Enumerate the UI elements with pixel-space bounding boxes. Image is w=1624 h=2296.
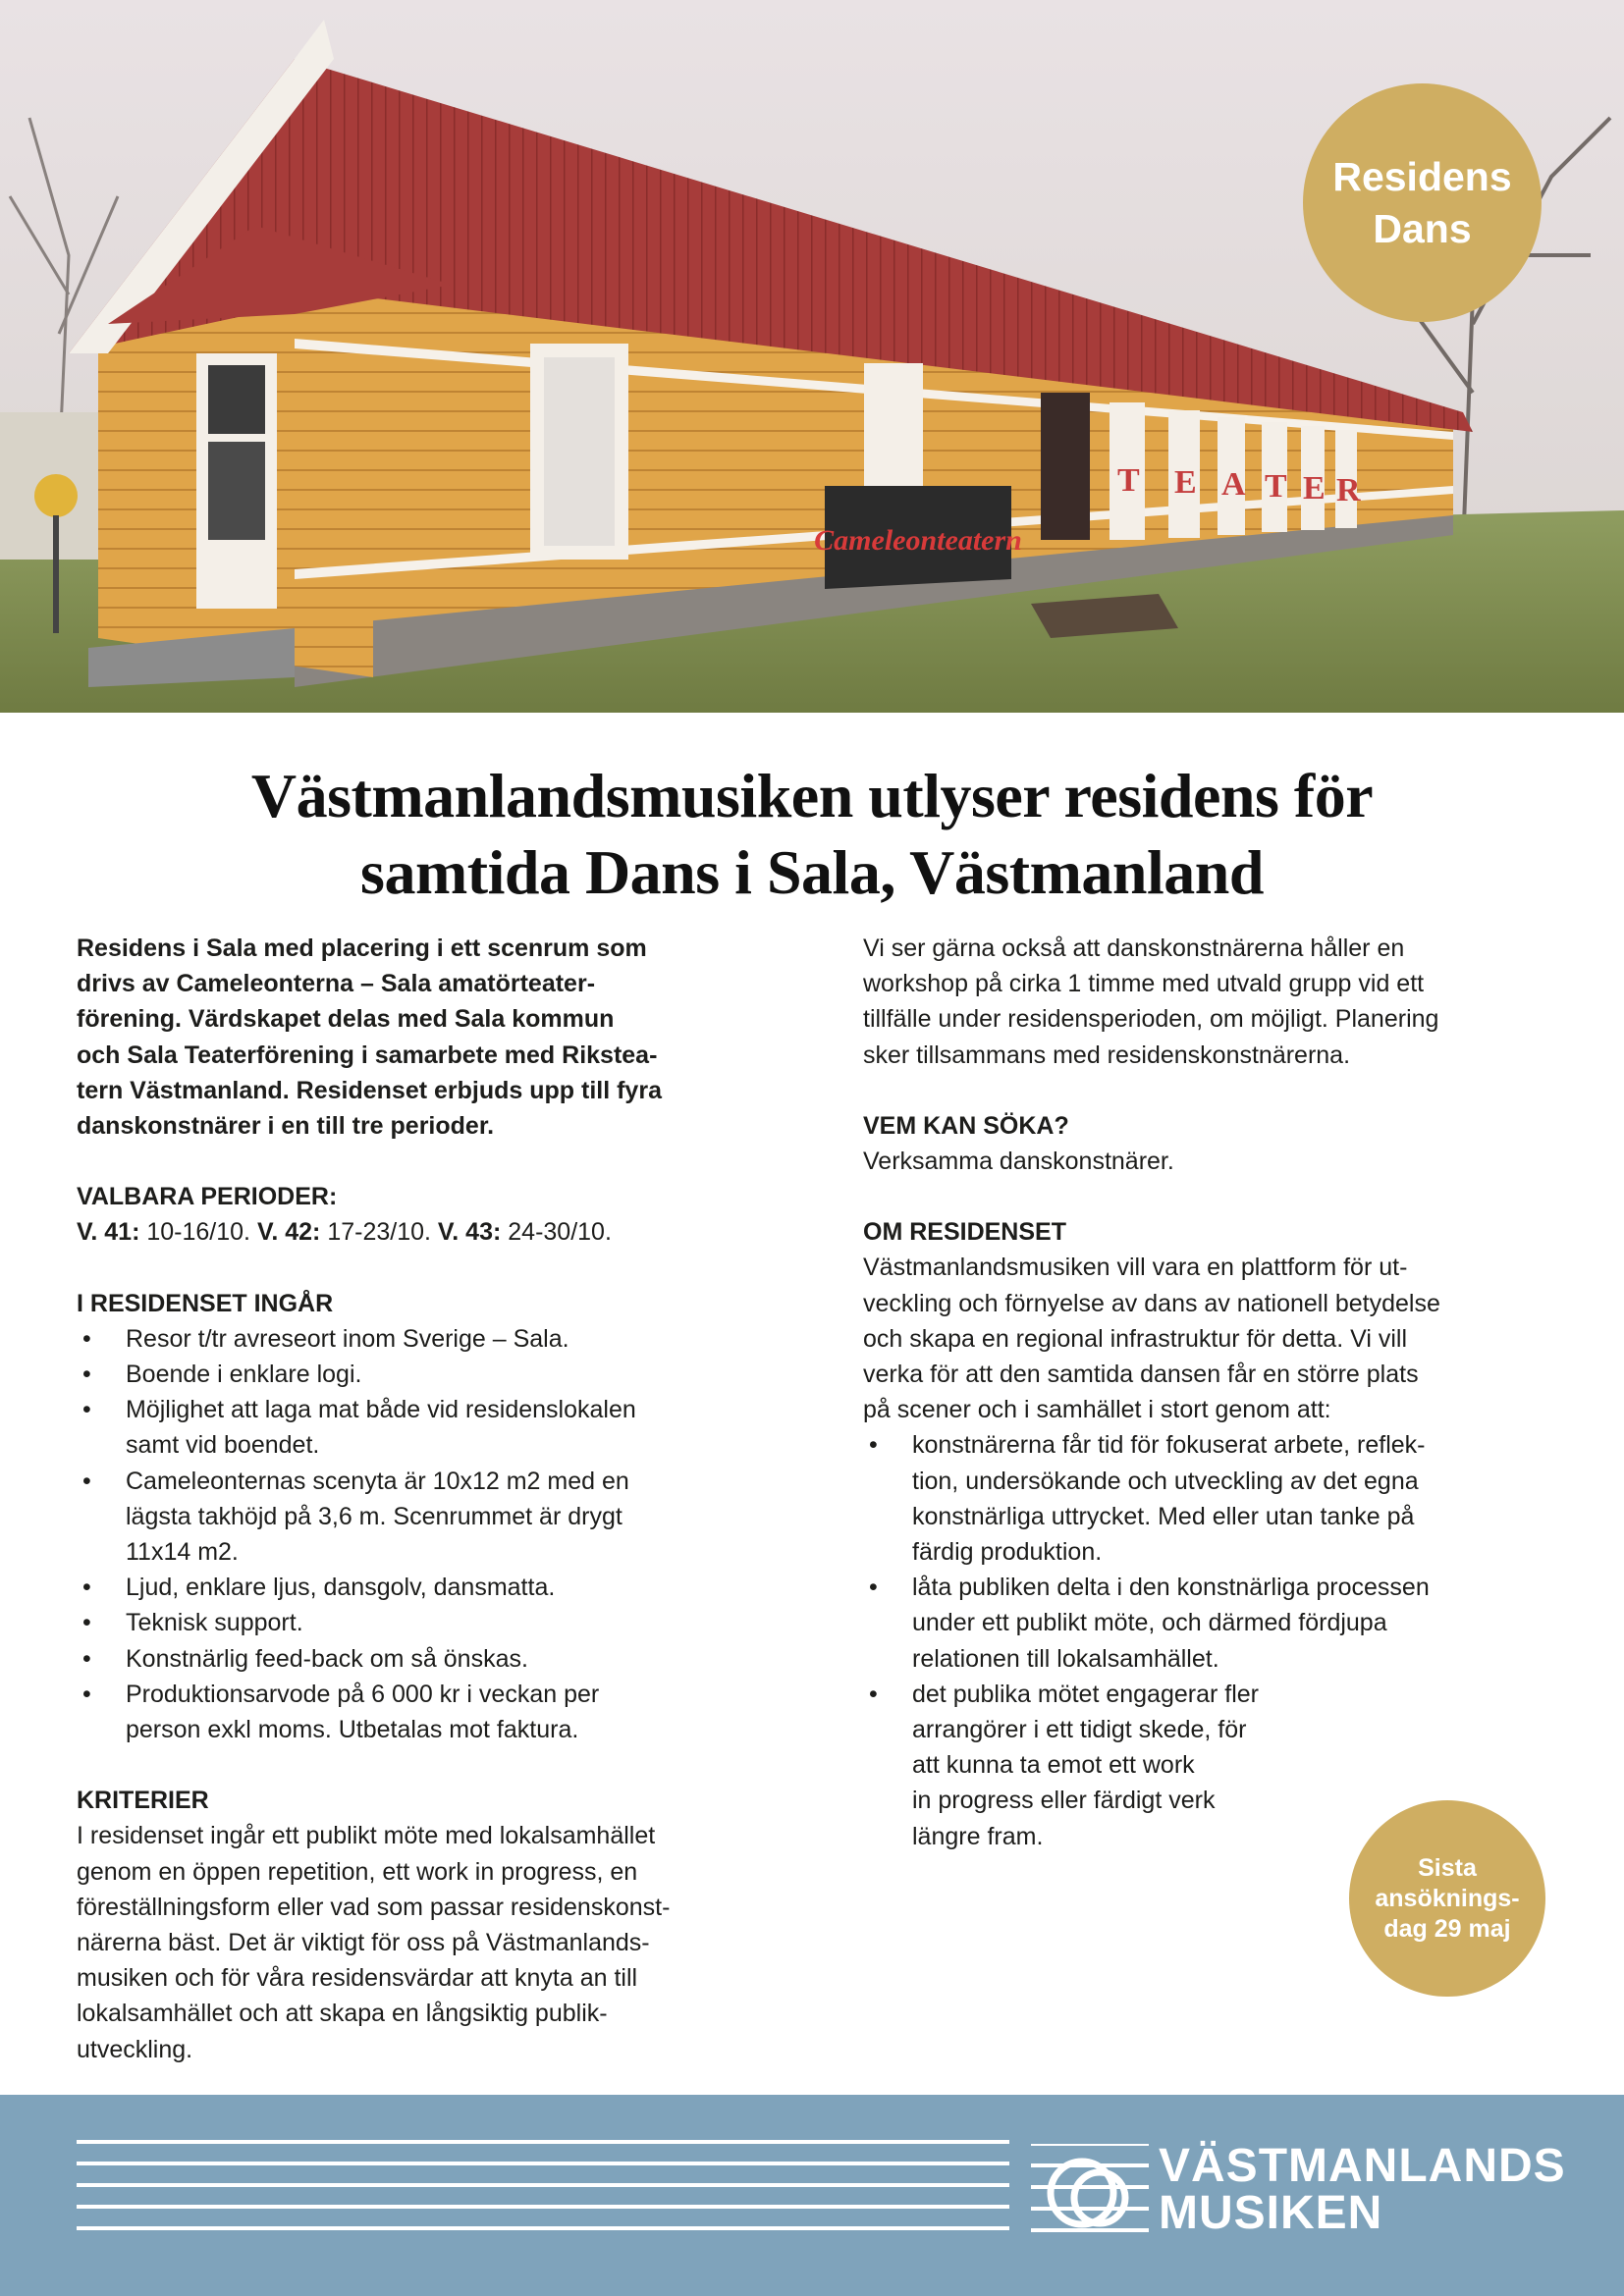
periods-list <box>77 1214 784 1250</box>
deadline-line1: Sista <box>1418 1853 1477 1882</box>
badge-line2: Dans <box>1373 205 1472 251</box>
window-letter: E <box>1303 470 1326 507</box>
period-value: 24-30/10. <box>508 1218 612 1247</box>
badge-line1: Residens <box>1332 153 1512 199</box>
window-letter: T <box>1265 468 1287 505</box>
hero-photo <box>0 0 1624 713</box>
vastmanlandsmusiken-logo-icon <box>1031 2144 1149 2247</box>
lead-line: tern Västmanland. Residenset erbjuds upp till fyra <box>77 1076 662 1104</box>
left-column <box>77 931 784 2067</box>
lead-paragraph <box>77 931 784 1144</box>
list-item: • konstnärerna får tid för fokuserat arbete, reflek- tion, undersökande och utveckling av det egna konstnärliga uttrycket. Med eller utan tanke på färdig produktion. <box>863 1427 1550 1570</box>
period-value: 10-16/10. <box>146 1218 250 1247</box>
list-item: • Produktionsarvode på 6 000 kr i veckan per person exkl moms. Utbetalas mot faktura. <box>77 1677 784 1747</box>
window-letter: A <box>1221 466 1246 503</box>
who-text: Verksamma danskonstnärer. <box>863 1148 1174 1176</box>
deadline-badge <box>1349 1800 1545 1997</box>
window-letter: R <box>1336 472 1361 508</box>
list-item: • låta publiken delta i den konstnärliga processen under ett publikt möte, och därmed fördjupa relationen till lokalsamhället. <box>863 1570 1550 1677</box>
lead-line: drivs av Cameleonterna – Sala amatörteater- <box>77 970 596 998</box>
list-item: • Resor t/tr avreseort inom Sverige – Sala. <box>77 1321 784 1357</box>
list-item: • det publika mötet engagerar fler arrangörer i ett tidigt skede, för att kunna ta emot ett work in progress eller färdigt verk längre fram. <box>863 1677 1550 1854</box>
includes-heading: I RESIDENSET INGÅR <box>77 1289 334 1317</box>
period-value: 17-23/10. <box>327 1218 431 1247</box>
logo-wordmark <box>1159 2140 1566 2239</box>
footer-line <box>77 2226 1009 2230</box>
lead-line: danskonstnärer i en till tre perioder. <box>77 1112 495 1141</box>
theatre-sign: Cameleonteatern <box>814 524 1022 557</box>
list-item: • Konstnärlig feed-back om så önskas. <box>77 1641 784 1677</box>
footer-line <box>77 2205 1009 2209</box>
footer-line <box>77 2183 1009 2187</box>
list-item: • Cameleonternas scenyta är 10x12 m2 med en lägsta takhöjd på 3,6 m. Scenrummet är drygt 11x14 m2. <box>77 1464 784 1571</box>
footer-line <box>77 2140 1009 2144</box>
period-label: V. 42: <box>256 1218 321 1247</box>
logo-line2: MUSIKEN <box>1159 2187 1383 2239</box>
includes-list <box>77 1321 784 1747</box>
lead-line: och Sala Teaterförening i samarbete med Rikstea- <box>77 1041 658 1069</box>
title-line2: samtida Dans i Sala, Västmanland <box>360 837 1264 907</box>
about-list <box>863 1427 1550 1853</box>
deadline-line2: ansöknings- <box>1375 1884 1520 1912</box>
title-line1: Västmanlandsmusiken utlyser residens för <box>250 761 1374 830</box>
list-item: • Teknisk support. <box>77 1605 784 1640</box>
lead-line: förening. Värdskapet delas med Sala kommun <box>77 1005 615 1034</box>
right-column <box>863 931 1550 1854</box>
list-item: • Ljud, enklare ljus, dansgolv, dansmatta. <box>77 1570 784 1605</box>
lead-line: Residens i Sala med placering i ett scenrum som <box>77 934 647 962</box>
residens-dans-badge <box>1303 83 1542 322</box>
window-letter: T <box>1117 462 1140 499</box>
period-label: V. 43: <box>437 1218 502 1247</box>
criteria-paragraph: I residenset ingår ett publikt möte med lokalsamhället genom en öppen repetition, ett work in progress, en föreställningsform eller vad som passar residenskonst- närerna bäst. Det är viktigt för oss på Västmanlands- musiken och för våra residensvärdar att knyta an till lokalsamhället och att skapa en långsiktig publik- utveckling. <box>77 1822 671 2063</box>
deadline-line3: dag 29 maj <box>1383 1914 1511 1943</box>
list-item: • Möjlighet att laga mat både vid residenslokalen samt vid boendet. <box>77 1392 784 1463</box>
intro-paragraph: Vi ser gärna också att danskonstnärerna håller en workshop på cirka 1 timme med utvald grupp vid ett tillfälle under residensperioden, om möjligt. Planering sker tillsammans med residenskonstnärerna. <box>863 934 1439 1069</box>
period-label: V. 41: <box>77 1218 140 1247</box>
who-heading: VEM KAN SÖKA? <box>863 1111 1069 1140</box>
about-paragraph: Västmanlandsmusiken vill vara en plattform för ut- veckling och förnyelse av dans av nationell betydelse och skapa en regional infrastruktur för detta. Vi vill verka för att den samtida dansen får en större plats på scener och i samhället i stort genom att: <box>863 1254 1440 1424</box>
about-heading: OM RESIDENSET <box>863 1218 1066 1247</box>
logo-line1: VÄSTMANLANDS <box>1159 2140 1566 2192</box>
footer-line <box>77 2162 1009 2165</box>
criteria-heading: KRITERIER <box>77 1787 209 1815</box>
page-title <box>0 758 1624 911</box>
window-letter: E <box>1174 464 1197 501</box>
list-item: • Boende i enklare logi. <box>77 1357 784 1392</box>
periods-heading: VALBARA PERIODER: <box>77 1183 338 1211</box>
